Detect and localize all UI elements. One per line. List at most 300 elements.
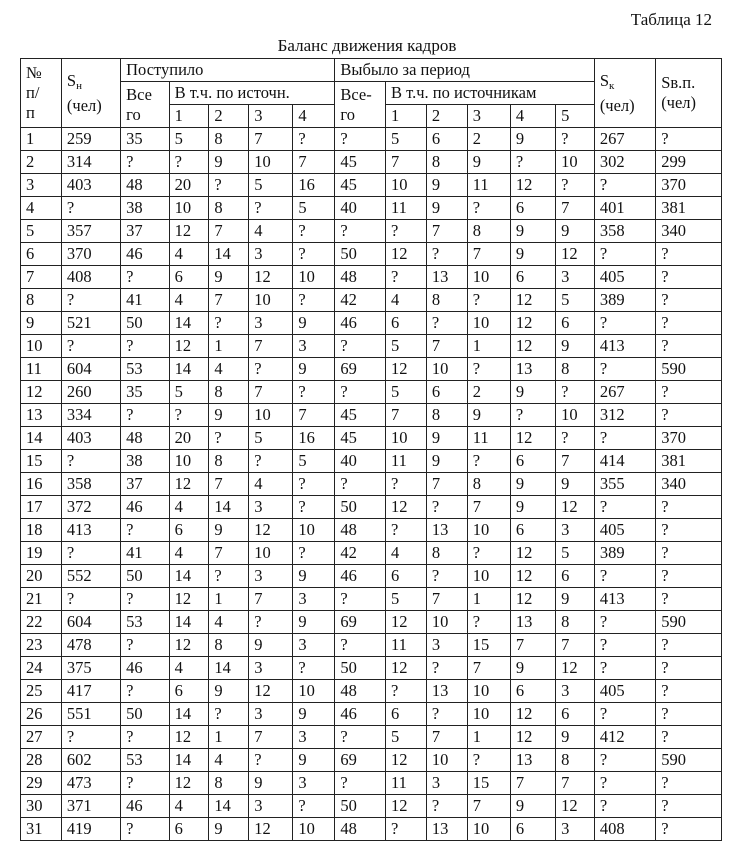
table-cell: ? [209, 312, 249, 335]
table-cell: 1 [209, 726, 249, 749]
table-cell: ? [335, 381, 386, 404]
table-row [21, 289, 722, 312]
table-cell: 10 [467, 519, 510, 542]
table-cell: ? [656, 266, 722, 289]
table-cell: 413 [61, 519, 120, 542]
table-cell: 6 [169, 818, 209, 841]
table-cell: 11 [385, 634, 426, 657]
table-cell: 9 [209, 818, 249, 841]
table-cell: ? [293, 795, 335, 818]
table-cell: 8 [209, 381, 249, 404]
table-cell: 2 [467, 381, 510, 404]
table-cell: ? [594, 312, 655, 335]
table-cell: 1 [209, 588, 249, 611]
table-cell: 9 [209, 266, 249, 289]
table-cell: ? [61, 197, 120, 220]
table-cell: 46 [335, 703, 386, 726]
table-cell: 370 [61, 243, 120, 266]
table-cell: 23 [21, 634, 62, 657]
table-cell: 10 [426, 749, 467, 772]
table-cell: 9 [556, 220, 595, 243]
table-cell: 14 [209, 795, 249, 818]
table-cell: ? [467, 749, 510, 772]
table-cell: ? [385, 818, 426, 841]
table-cell: 69 [335, 358, 386, 381]
table-cell: 4 [249, 473, 293, 496]
table-cell: 10 [249, 289, 293, 312]
table-cell: 14 [169, 611, 209, 634]
table-cell: ? [121, 818, 169, 841]
table-row [21, 795, 722, 818]
table-cell: ? [121, 404, 169, 427]
table-cell: 358 [594, 220, 655, 243]
table-cell: ? [594, 174, 655, 197]
table-cell: 602 [61, 749, 120, 772]
table-cell: ? [61, 588, 120, 611]
table-cell: 6 [510, 450, 555, 473]
table-cell: 4 [21, 197, 62, 220]
header-retired-src-col: 1 [385, 105, 426, 128]
header-retired-src-col: 4 [510, 105, 555, 128]
table-cell: 5 [385, 588, 426, 611]
table-cell: 12 [510, 588, 555, 611]
table-cell: 10 [249, 404, 293, 427]
table-cell: 260 [61, 381, 120, 404]
table-row [21, 680, 722, 703]
table-cell: ? [594, 243, 655, 266]
table-cell: 22 [21, 611, 62, 634]
table-cell: 6 [385, 703, 426, 726]
table-cell: 10 [467, 266, 510, 289]
table-cell: 3 [249, 496, 293, 519]
table-cell: 11 [467, 174, 510, 197]
table-cell: ? [293, 289, 335, 312]
table-cell: 3 [556, 266, 595, 289]
table-row [21, 772, 722, 795]
table-cell: 9 [209, 680, 249, 703]
table-cell: 12 [169, 220, 209, 243]
table-cell: 11 [385, 772, 426, 795]
table-cell: 8 [426, 404, 467, 427]
table-cell: 13 [426, 519, 467, 542]
table-cell: 6 [169, 266, 209, 289]
table-cell: 9 [556, 726, 595, 749]
table-cell: 4 [169, 243, 209, 266]
table-cell: 4 [209, 611, 249, 634]
table-cell: 8 [209, 128, 249, 151]
table-cell: 4 [209, 358, 249, 381]
table-cell: ? [510, 151, 555, 174]
table-cell: ? [335, 588, 386, 611]
table-cell: 381 [656, 450, 722, 473]
table-cell: ? [385, 266, 426, 289]
table-cell: 9 [556, 335, 595, 358]
table-cell: 8 [21, 289, 62, 312]
table-cell: 9 [249, 772, 293, 795]
table-cell: 16 [293, 174, 335, 197]
table-cell: 12 [385, 795, 426, 818]
table-cell: ? [335, 128, 386, 151]
table-cell: 340 [656, 220, 722, 243]
table-cell: 50 [335, 496, 386, 519]
table-cell: 38 [121, 450, 169, 473]
table-cell: ? [556, 174, 595, 197]
table-cell: 7 [385, 151, 426, 174]
table-cell: 405 [594, 519, 655, 542]
table-cell: ? [426, 312, 467, 335]
table-cell: 1 [209, 335, 249, 358]
table-cell: 590 [656, 358, 722, 381]
table-cell: 8 [209, 450, 249, 473]
table-cell: 4 [209, 749, 249, 772]
table-row [21, 381, 722, 404]
table-cell: 590 [656, 749, 722, 772]
table-cell: 7 [556, 450, 595, 473]
table-cell: 370 [656, 427, 722, 450]
table-cell: ? [249, 611, 293, 634]
table-cell: 3 [293, 772, 335, 795]
header-sn: $S_н$ (чел) [61, 59, 120, 128]
table-cell: 3 [556, 519, 595, 542]
table-row [21, 358, 722, 381]
table-cell: 9 [556, 588, 595, 611]
table-cell: 45 [335, 404, 386, 427]
table-cell: 9 [510, 496, 555, 519]
table-cell: 478 [61, 634, 120, 657]
table-cell: ? [656, 818, 722, 841]
table-cell: ? [335, 335, 386, 358]
table-cell: 46 [335, 312, 386, 335]
table-cell: ? [656, 657, 722, 680]
table-cell: 8 [426, 289, 467, 312]
table-cell: 35 [121, 381, 169, 404]
table-cell: ? [656, 542, 722, 565]
table-cell: ? [249, 358, 293, 381]
table-cell: 5 [385, 381, 426, 404]
table-cell: 299 [656, 151, 722, 174]
table-cell: 35 [121, 128, 169, 151]
table-cell: 7 [293, 404, 335, 427]
table-cell: 12 [21, 381, 62, 404]
table-cell: 13 [426, 266, 467, 289]
header-received-total: Все го [121, 82, 169, 128]
table-cell: 5 [556, 542, 595, 565]
table-cell: 9 [426, 197, 467, 220]
table-cell: 9 [293, 749, 335, 772]
table-cell: 45 [335, 151, 386, 174]
table-cell: 9 [510, 243, 555, 266]
table-cell: 53 [121, 611, 169, 634]
header-svp: Sв.п. (чел) [656, 59, 722, 128]
table-row [21, 611, 722, 634]
table-cell: ? [293, 657, 335, 680]
table-cell: 48 [335, 519, 386, 542]
table-cell: 6 [556, 703, 595, 726]
table-cell: 4 [385, 542, 426, 565]
table-cell: ? [594, 496, 655, 519]
table-row [21, 519, 722, 542]
table-cell: 69 [335, 611, 386, 634]
table-cell: ? [426, 243, 467, 266]
table-cell: 1 [467, 588, 510, 611]
table-cell: 12 [510, 174, 555, 197]
table-cell: 12 [169, 726, 209, 749]
table-cell: 4 [169, 496, 209, 519]
table-cell: 48 [121, 174, 169, 197]
table-cell: 25 [21, 680, 62, 703]
table-cell: ? [209, 703, 249, 726]
table-cell: 5 [169, 128, 209, 151]
table-cell: ? [656, 680, 722, 703]
table-cell: 371 [61, 795, 120, 818]
table-cell: 6 [385, 565, 426, 588]
table-cell: ? [594, 772, 655, 795]
table-cell: 408 [61, 266, 120, 289]
table-cell: 417 [61, 680, 120, 703]
table-cell: 7 [510, 634, 555, 657]
table-cell: 7 [209, 220, 249, 243]
table-cell: 473 [61, 772, 120, 795]
table-cell: 10 [385, 427, 426, 450]
table-cell: 27 [21, 726, 62, 749]
table-cell: 334 [61, 404, 120, 427]
table-cell: ? [594, 795, 655, 818]
table-cell: 389 [594, 542, 655, 565]
table-cell: 8 [426, 542, 467, 565]
table-cell: 8 [467, 220, 510, 243]
table-cell: 3 [426, 772, 467, 795]
table-cell: ? [594, 611, 655, 634]
header-retired-total: Все- го [335, 82, 386, 128]
table-cell: 53 [121, 749, 169, 772]
table-cell: 5 [249, 427, 293, 450]
table-cell: 357 [61, 220, 120, 243]
table-cell: 7 [467, 657, 510, 680]
table-cell: ? [335, 726, 386, 749]
table-cell: 7 [249, 381, 293, 404]
table-row [21, 496, 722, 519]
table-cell: 6 [426, 128, 467, 151]
table-cell: 10 [556, 404, 595, 427]
table-cell: 6 [510, 266, 555, 289]
table-cell: 7 [556, 772, 595, 795]
table-cell: ? [656, 312, 722, 335]
table-cell: 1 [467, 726, 510, 749]
table-cell: 40 [335, 450, 386, 473]
table-cell: 10 [293, 266, 335, 289]
table-cell: 3 [249, 703, 293, 726]
table-cell: 5 [385, 128, 426, 151]
table-cell: 12 [510, 289, 555, 312]
table-cell: 7 [510, 772, 555, 795]
table-cell: 15 [21, 450, 62, 473]
table-cell: 48 [335, 680, 386, 703]
table-cell: 12 [249, 266, 293, 289]
table-cell: 370 [656, 174, 722, 197]
table-cell: 12 [510, 542, 555, 565]
header-received-src-col: 4 [293, 105, 335, 128]
table-cell: 9 [426, 450, 467, 473]
table-cell: ? [656, 634, 722, 657]
table-cell: ? [121, 151, 169, 174]
table-cell: 5 [249, 174, 293, 197]
table-cell: 7 [249, 335, 293, 358]
table-row [21, 703, 722, 726]
table-cell: ? [594, 634, 655, 657]
table-cell: 6 [385, 312, 426, 335]
table-cell: 20 [169, 174, 209, 197]
table-cell: 551 [61, 703, 120, 726]
table-cell: ? [656, 519, 722, 542]
table-cell: 10 [293, 519, 335, 542]
table-cell: 7 [426, 335, 467, 358]
table-cell: 9 [293, 611, 335, 634]
table-cell: 340 [656, 473, 722, 496]
table-cell: 1 [21, 128, 62, 151]
table-cell: 14 [169, 703, 209, 726]
table-cell: 3 [293, 335, 335, 358]
table-row [21, 243, 722, 266]
table-cell: ? [656, 726, 722, 749]
table-cell: 10 [21, 335, 62, 358]
table-cell: 9 [21, 312, 62, 335]
table-cell: 10 [169, 197, 209, 220]
table-cell: ? [594, 565, 655, 588]
table-cell: 10 [467, 312, 510, 335]
table-cell: 3 [249, 795, 293, 818]
table-cell: 7 [385, 404, 426, 427]
header-received-src-col: 3 [249, 105, 293, 128]
table-cell: 14 [209, 243, 249, 266]
table-cell: 8 [209, 634, 249, 657]
table-cell: 46 [121, 657, 169, 680]
table-cell: 48 [335, 818, 386, 841]
table-cell: 12 [385, 358, 426, 381]
table-cell: 13 [510, 358, 555, 381]
table-cell: 14 [209, 657, 249, 680]
table-cell: 14 [169, 565, 209, 588]
table-cell: ? [426, 795, 467, 818]
table-cell: 12 [510, 726, 555, 749]
table-cell: 8 [556, 749, 595, 772]
table-cell: ? [594, 749, 655, 772]
table-cell: 45 [335, 174, 386, 197]
table-cell: 7 [426, 473, 467, 496]
table-cell: ? [61, 289, 120, 312]
table-cell: 405 [594, 266, 655, 289]
table-cell: 9 [510, 473, 555, 496]
table-cell: ? [594, 358, 655, 381]
table-cell: 312 [594, 404, 655, 427]
table-cell: 11 [385, 197, 426, 220]
table-row [21, 542, 722, 565]
table-row [21, 726, 722, 749]
table-cell: 403 [61, 174, 120, 197]
table-cell: 10 [426, 358, 467, 381]
table-cell: 46 [335, 565, 386, 588]
table-cell: ? [121, 588, 169, 611]
table-cell: 9 [209, 151, 249, 174]
table-cell: 9 [209, 519, 249, 542]
table-cell: 355 [594, 473, 655, 496]
table-cell: ? [467, 611, 510, 634]
table-cell: 9 [467, 404, 510, 427]
table-cell: 3 [293, 634, 335, 657]
table-cell: 12 [169, 634, 209, 657]
table-cell: 11 [467, 427, 510, 450]
table-cell: 7 [209, 289, 249, 312]
table-cell: 38 [121, 197, 169, 220]
table-cell: 412 [594, 726, 655, 749]
table-cell: ? [656, 565, 722, 588]
table-cell: ? [594, 427, 655, 450]
table-cell: 28 [21, 749, 62, 772]
table-cell: 9 [293, 565, 335, 588]
table-cell: 405 [594, 680, 655, 703]
header-retired: Выбыло за период [335, 59, 594, 82]
table-cell: 30 [21, 795, 62, 818]
table-cell: 8 [467, 473, 510, 496]
table-cell: 3 [249, 243, 293, 266]
table-cell: 314 [61, 151, 120, 174]
table-cell: 15 [467, 772, 510, 795]
table-cell: ? [656, 243, 722, 266]
table-cell: ? [656, 795, 722, 818]
table-cell: 552 [61, 565, 120, 588]
table-cell: 13 [426, 680, 467, 703]
header-received-src-col: 1 [169, 105, 209, 128]
table-cell: 42 [335, 542, 386, 565]
personnel-balance-table [20, 58, 722, 841]
table-cell: 2 [21, 151, 62, 174]
table-cell: ? [293, 128, 335, 151]
table-cell: 12 [556, 657, 595, 680]
table-cell: 6 [169, 680, 209, 703]
table-cell: 10 [426, 611, 467, 634]
table-number: Таблица 12 [630, 10, 712, 29]
table-cell: 10 [467, 680, 510, 703]
table-cell: 46 [121, 243, 169, 266]
table-cell: 6 [510, 818, 555, 841]
table-cell: 46 [121, 795, 169, 818]
table-cell: 16 [21, 473, 62, 496]
header-retired-src-col: 5 [556, 105, 595, 128]
table-cell: 9 [510, 220, 555, 243]
table-cell: 408 [594, 818, 655, 841]
table-cell: 4 [169, 657, 209, 680]
header-received: Поступило [121, 59, 335, 82]
table-cell: 8 [209, 197, 249, 220]
table-cell: 26 [21, 703, 62, 726]
table-cell: ? [209, 174, 249, 197]
table-cell: ? [121, 519, 169, 542]
table-cell: ? [510, 404, 555, 427]
table-cell: 5 [21, 220, 62, 243]
table-cell: ? [61, 450, 120, 473]
table-cell: 13 [510, 749, 555, 772]
table-row [21, 197, 722, 220]
table-cell: 20 [21, 565, 62, 588]
table-cell: 9 [510, 795, 555, 818]
table-cell: ? [121, 634, 169, 657]
table-cell: 21 [21, 588, 62, 611]
table-cell: ? [61, 726, 120, 749]
table-cell: 9 [293, 703, 335, 726]
table-cell: 10 [249, 151, 293, 174]
table-row [21, 128, 722, 151]
table-cell: 8 [426, 151, 467, 174]
table-cell: 7 [426, 220, 467, 243]
